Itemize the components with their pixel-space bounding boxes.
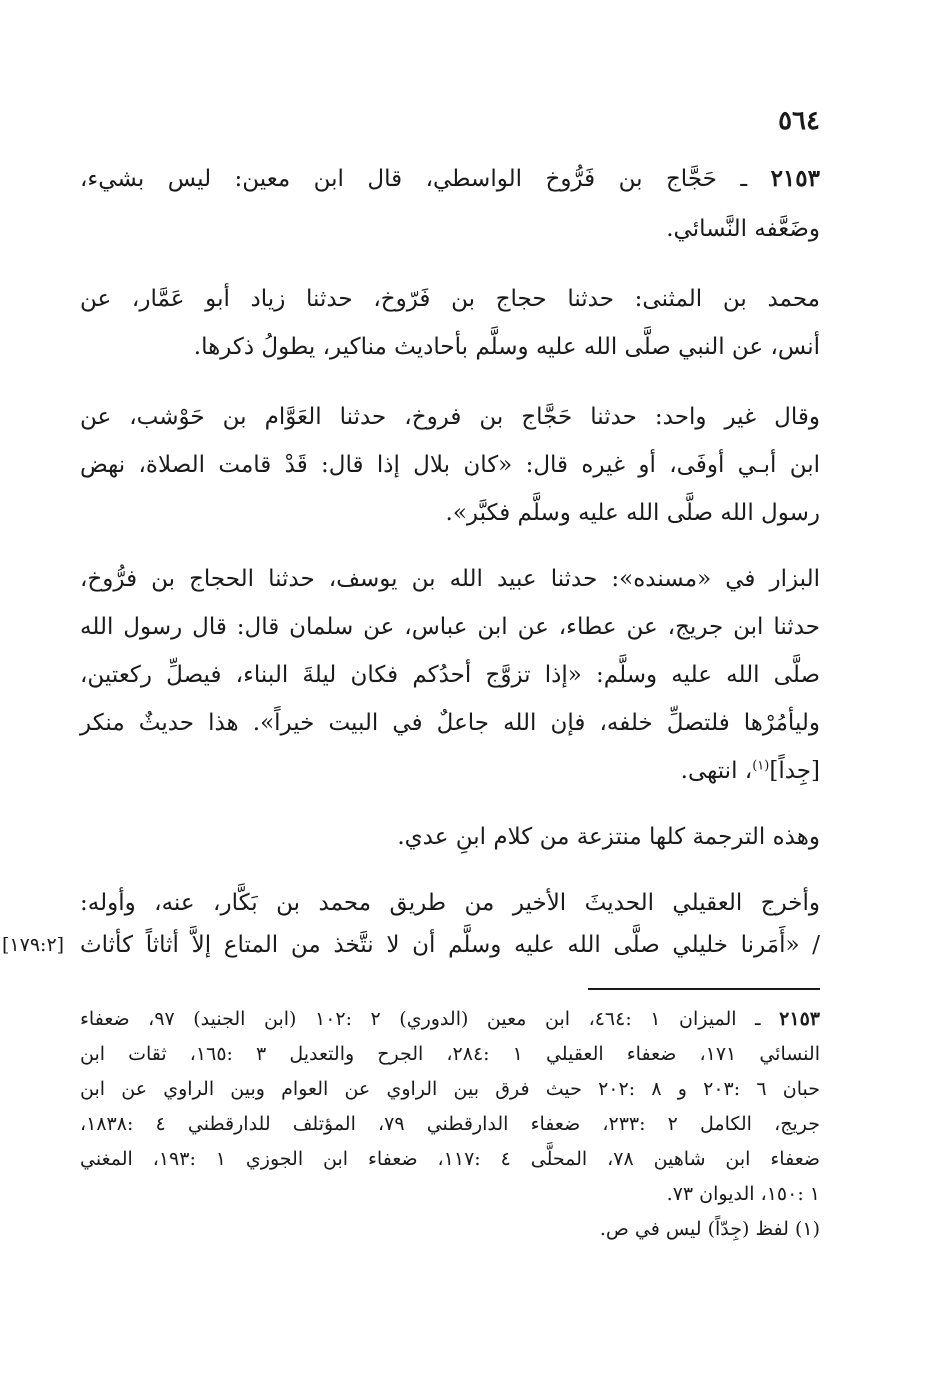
footnote-separator [588,988,820,990]
paragraph-2-line-2: ابن أبـي أوفَى، أو غيره قال: «كان بلال إذا قال: قَدْ قامت الصلاة، نهض [80,452,820,478]
footnote-entry-line-1 [80,1006,820,1032]
footnote-reference: (١) [752,758,770,774]
paragraph-3-line-1: البزار في «مسنده»: حدثنا عبيد الله بن يوسف، حدثنا الحجاج بن فرُّوخ، [80,566,820,592]
entry-heading-text: ـ حَجَّاج بن فَرُّوخ الواسطي، قال ابن معين: ليس بشيء، [80,166,771,192]
paragraph-3-line-3: صلَّى الله عليه وسلَّم: «إذا تزوَّج أحدُكم فكان ليلةَ البناء، فيصلِّ ركعتين، [80,662,820,688]
paragraph-2-line-3: رسول الله صلَّى الله عليه وسلَّم فكبَّر». [445,500,820,526]
paragraph-5-line-2 [2,930,820,960]
book-page [2,100,821,1360]
folio-reference: [١٧٩:٢] [2,934,65,956]
paragraph-3-line-4: وليأمُرْها فلتصلِّ خلفه، فإن الله جاعلٌ في البيت خيراً». هذا حديثٌ منكر [80,710,820,736]
paragraph-5-line-1: وأخرج العقيلي الحديثَ الأخير من طريق محمد بن بَكَّار، عنه، وأوله: [80,890,820,916]
entry-heading-line-2: وضَعَّفه النَّسائي. [666,216,820,242]
footnote-entry-number: ٢١٥٣ [779,1008,820,1030]
footnote-entry-line-3: حبان ٦ :٢٠٣ و ٨ :٢٠٢ حيث فرق بين الراوي عن العوام وبين الراوي عن ابن [80,1078,820,1100]
paragraph-2-line-1: وقال غير واحد: حدثنا حَجَّاج بن فروخ، حدثنا العَوَّام بن حَوْشب، عن [80,404,820,430]
bracketed-word: [جِداً] [769,758,820,784]
paragraph-4-line-1: وهذه الترجمة كلها منتزعة من كلام ابنِ عدي. [397,824,820,850]
paragraph-3-line-2: حدثنا ابن جريج، عن عطاء، عن ابن عباس، عن سلمان قال: قال رسول الله [80,614,820,640]
footnote-entry-line-4: جريج، الكامل ٢ :٢٣٣، ضعفاء الدارقطني ٧٩، المؤتلف للدارقطني ٤ :١٨٣٨، [80,1113,820,1135]
footnote-entry-line-5: ضعفاء ابن شاهين ٧٨، المحلَّى ٤ :١١٧، ضعفاء ابن الجوزي ١ :١٩٣، المغني [80,1148,821,1170]
entry-heading-line [80,164,820,194]
paragraph-5-line-2-text: / «أَمَرنا خليلي صلَّى الله عليه وسلَّم أن لا نتَّخذ من المتاع إلاَّ أثاثاً كأثاث [80,932,820,958]
footnote-entry-line-2: النسائي ١٧١، ضعفاء العقيلي ١ :٢٨٤، الجرح والتعديل ٣ :١٦٥، ثقات ابن [80,1043,820,1065]
entry-number: ٢١٥٣ [770,165,820,192]
paragraph-1-line-2: أنس، عن النبي صلَّى الله عليه وسلَّم بأحاديث مناكير، يطولُ ذكرها. [193,334,820,360]
paragraph-3-line-5 [80,756,820,786]
footnote-1: (١) لفظ (جِدّاً) ليس في ص. [599,1218,820,1240]
footnote-entry-line-6: ١ :١٥٠، الديوان ٧٣. [666,1183,820,1205]
paragraph-3-ending: ، انتهى. [680,758,753,784]
footnote-entry-text: ـ الميزان ١ :٤٦٤، ابن معين (الدوري) ٢ :١٠٢ (ابن الجنيد) ٩٧، ضعفاء [80,1008,780,1030]
page-number: ٥٦٤ [778,106,820,136]
paragraph-1-line-1: محمد بن المثنى: حدثنا حجاج بن فَرّوخ، حدثنا زياد أبو عَمَّار، عن [80,286,820,312]
